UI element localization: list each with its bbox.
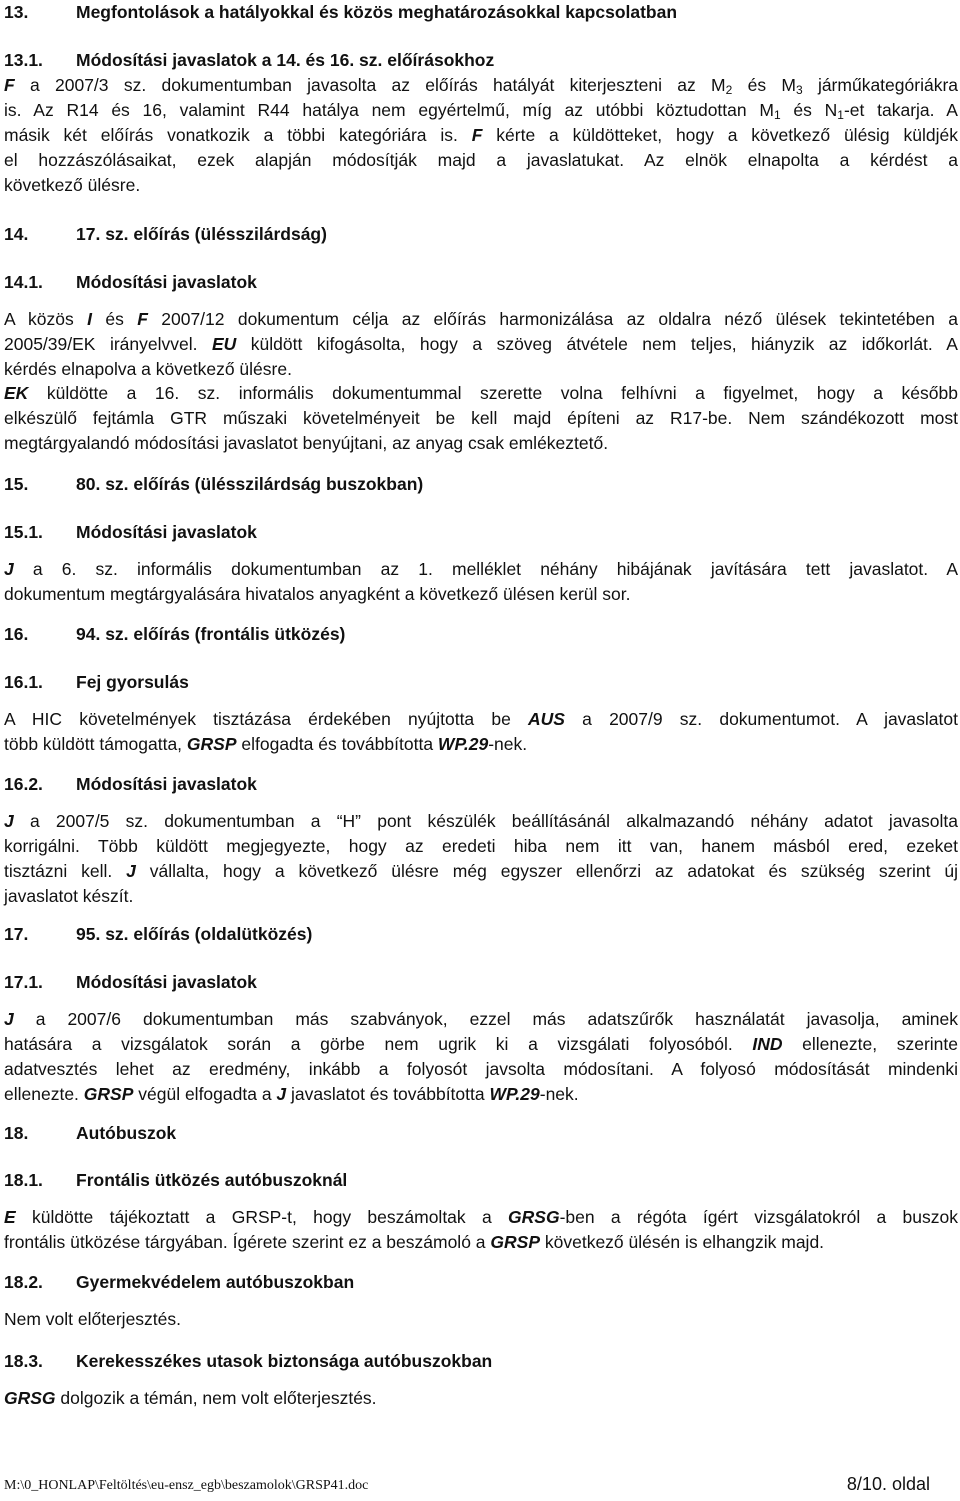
text: következő ülésén is elhangzik majd.: [540, 1232, 825, 1252]
text: -nek.: [539, 1084, 579, 1104]
section-number: 17.: [4, 924, 29, 944]
text: küldötte tájékoztatt a GRSP-t, hogy beszámoltak a: [15, 1207, 509, 1227]
section-heading-17-1: [4, 972, 257, 993]
delegation-j: J: [4, 811, 14, 831]
section-number: 18.1.: [4, 1170, 43, 1190]
delegation-eu: EU: [212, 334, 237, 354]
section-number: 16.1.: [4, 672, 43, 692]
text: ellenezte.: [4, 1084, 84, 1104]
delegation-f: F: [4, 75, 15, 95]
text: kérte a küldötteket, hogy a következő ülésig küldjék: [482, 125, 958, 145]
section-number: 13.: [4, 2, 29, 22]
text: -et takarja. A: [843, 100, 958, 120]
section-title: Módosítási javaslatok: [76, 972, 257, 992]
section-title: Módosítási javaslatok: [76, 522, 257, 542]
paragraph-18-1: [4, 1205, 958, 1255]
section-number: 16.: [4, 624, 29, 644]
text: 2005/39/EK irányelvvel.: [4, 334, 212, 354]
subscript: 2: [725, 83, 733, 97]
section-title: 95. sz. előírás (oldalütközés): [76, 924, 313, 944]
paragraph-16-1: [4, 707, 958, 757]
text: is. Az R14 és 16, valamint R44 hatálya nem egyértelmű, míg az utóbbi köztudottan M: [4, 100, 774, 120]
delegation-j: J: [4, 1009, 14, 1029]
section-heading-17: [4, 924, 312, 945]
text: és M: [732, 75, 796, 95]
section-number: 18.: [4, 1123, 29, 1143]
section-heading-16-2: [4, 774, 257, 795]
section-heading-18-3: [4, 1351, 492, 1372]
section-number: 14.1.: [4, 272, 43, 292]
section-heading-14: [4, 224, 327, 245]
text: a 2007/5 sz. dokumentumban a “H” pont készülék beállításánál alkalmazandó néhány adatot javasolta: [13, 811, 958, 831]
section-heading-18: [4, 1123, 176, 1144]
section-heading-13-1: [4, 50, 494, 71]
text: vállalta, hogy a következő ülésre még egyszer ellenőrzi az adatokat és szükség szerint új: [135, 861, 959, 881]
section-heading-15-1: [4, 522, 257, 543]
text: küldötte a 16. sz. informális dokumentummal szerette volna felhívni a figyelmet, hogy a később: [28, 383, 958, 403]
text: A közös: [4, 309, 88, 329]
text: következő ülésre.: [4, 175, 141, 195]
text: kérdés elnapolva a következő ülésre.: [4, 359, 292, 379]
footer-file-path: M:\0_HONLAP\Feltöltés\eu-ensz_egb\beszamolok\GRSP41.doc: [4, 1478, 369, 1493]
text: a 6. sz. informális dokumentumban az 1. melléklet néhány hibájának javítására tett javaslatot. A: [13, 559, 958, 579]
section-number: 15.: [4, 474, 29, 494]
text: elfogadta és továbbította: [236, 734, 438, 754]
section-number: 18.3.: [4, 1351, 43, 1371]
section-title: Módosítási javaslatok a 14. és 16. sz. előírásokhoz: [76, 50, 495, 70]
text: járműkategóriákra: [802, 75, 958, 95]
text: A HIC követelmények tisztázása érdekében nyújtotta be: [4, 709, 529, 729]
paragraph-14-1-a: [4, 307, 958, 382]
section-heading-16: [4, 624, 345, 645]
section-number: 17.1.: [4, 972, 43, 992]
text: adatvesztés lehet az eredmény, inkább a folyosót javsolta módosítani. A folyosó módosítását mindenki: [4, 1059, 958, 1079]
text: Nem volt előterjesztés.: [4, 1309, 182, 1329]
org-grsp: GRSP: [186, 734, 237, 754]
text: dolgozik a témán, nem volt előterjesztés.: [55, 1388, 377, 1408]
delegation-ek: EK: [4, 383, 29, 403]
section-heading-18-2: [4, 1272, 354, 1293]
section-title: Módosítási javaslatok: [76, 774, 257, 794]
text: a 2007/9 sz. dokumentumot. A javaslatot: [564, 709, 958, 729]
text: korrigálni. Több küldött megjegyezte, hogy az eredeti hiba nem itt van, hanem másból ered, ezeket: [4, 836, 958, 856]
text: ellenezte, szerinte: [782, 1034, 958, 1054]
delegation-ind: IND: [752, 1034, 783, 1054]
paragraph-13-1: [4, 73, 958, 198]
text: a 2007/6 dokumentumban más szabványok, ezzel más adatszűrők használatát javasolja, aminek: [13, 1009, 958, 1029]
section-heading-15: [4, 474, 423, 495]
section-number: 16.2.: [4, 774, 43, 794]
section-title: Frontális ütközés autóbuszoknál: [76, 1170, 348, 1190]
text: 2007/12 dokumentum célja az előírás harmonizálása az oldalra néző ülések tekintetében a: [147, 309, 958, 329]
text: a 2007/3 sz. dokumentumban javasolta az előírás hatályát kiterjeszteni az M: [14, 75, 726, 95]
subscript: 1: [773, 108, 781, 122]
text: javaslatot készít.: [4, 886, 134, 906]
org-grsp: GRSP: [83, 1084, 134, 1104]
section-title: Kerekesszékes utasok biztonsága autóbuszokban: [76, 1351, 493, 1371]
delegation-e: E: [4, 1207, 16, 1227]
org-grsp: GRSP: [490, 1232, 540, 1252]
section-title: 94. sz. előírás (frontális ütközés): [76, 624, 346, 644]
text: el hozzászólásaikat, ezek alapján módosítják majd a javaslatukat. Az elnök elnapolta a kérdést a: [4, 150, 958, 170]
text: több küldött támogatta,: [4, 734, 187, 754]
section-number: 18.2.: [4, 1272, 43, 1292]
text: elkészülő fejtámla GTR műszaki követelményeit be kell majd építeni az R17-be. Nem szándékozott most: [4, 408, 958, 428]
delegation-aus: AUS: [528, 709, 565, 729]
delegation-i: I: [87, 309, 92, 329]
text: -nek.: [488, 734, 528, 754]
text: küldött kifogásolta, hogy a szöveg átvétele nem teljes, hiányzik az időkorlát. A: [236, 334, 958, 354]
section-heading-18-1: [4, 1170, 347, 1191]
delegation-j: J: [126, 861, 136, 881]
section-title: Megfontolások a hatályokkal és közös meghatározásokkal kapcsolatban: [76, 2, 678, 22]
section-title: Módosítási javaslatok: [76, 272, 257, 292]
text: dokumentum megtárgyalására hivatalos anyagként a következő ülésen kerül sor.: [4, 584, 631, 604]
section-heading-13: [4, 2, 677, 23]
footer-page-number: 8/10. oldal: [846, 1474, 930, 1494]
section-title: Gyermekvédelem autóbuszokban: [76, 1272, 355, 1292]
paragraph-14-1-b: [4, 381, 958, 456]
text: tisztázni kell.: [4, 861, 127, 881]
section-heading-16-1: [4, 672, 189, 693]
delegation-f: F: [137, 309, 148, 329]
text: frontális ütközése tárgyában. Ígérete szerint ez a beszámoló a: [4, 1232, 491, 1252]
section-title: Fej gyorsulás: [76, 672, 189, 692]
section-heading-14-1: [4, 272, 257, 293]
delegation-f: F: [471, 125, 483, 145]
paragraph-17-1: [4, 1007, 958, 1107]
org-wp29: WP.29: [437, 734, 489, 754]
section-number: 13.1.: [4, 50, 43, 70]
text: és N: [780, 100, 838, 120]
delegation-j: J: [4, 559, 14, 579]
section-number: 14.: [4, 224, 29, 244]
text: javaslatot és továbbította: [286, 1084, 490, 1104]
org-grsg: GRSG: [508, 1207, 560, 1227]
org-wp29: WP.29: [489, 1084, 540, 1104]
subscript: 1: [837, 108, 844, 122]
section-title: Autóbuszok: [76, 1123, 177, 1143]
section-title: 80. sz. előírás (ülésszilárdság buszokban): [76, 474, 424, 494]
section-title: 17. sz. előírás (ülésszilárdság): [76, 224, 327, 244]
section-number: 15.1.: [4, 522, 43, 542]
paragraph-18-2: [4, 1307, 958, 1332]
text: hatására a vizsgálatok során a görbe nem ugrik ki a vizsgálati folyosóból.: [4, 1034, 753, 1054]
text: megtárgyalandó módosítási javaslatot benyújtani, az anyag csak emlékeztető.: [4, 433, 609, 453]
paragraph-15-1: [4, 557, 958, 607]
subscript: 3: [795, 83, 803, 97]
text: másik két előírás vonatkozik a többi kategóriára is.: [4, 125, 472, 145]
text: végül elfogadta a: [133, 1084, 277, 1104]
paragraph-16-2: [4, 809, 958, 909]
text: és: [92, 309, 138, 329]
delegation-j: J: [276, 1084, 287, 1104]
org-grsg: GRSG: [4, 1388, 56, 1408]
text: -ben a régóta ígért vizsgálatokról a buszok: [559, 1207, 958, 1227]
paragraph-18-3: [4, 1386, 958, 1411]
